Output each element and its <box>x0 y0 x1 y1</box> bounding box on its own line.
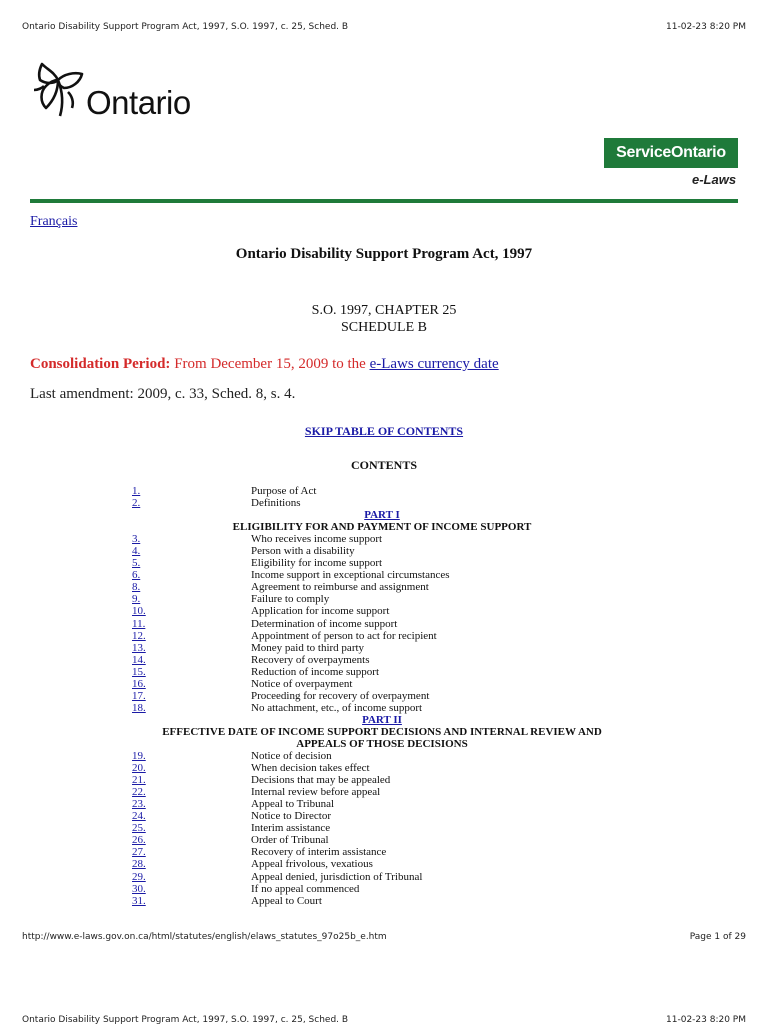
toc-row <box>132 774 632 786</box>
consolidation-label: Consolidation Period: <box>30 356 171 372</box>
toc-section-link[interactable]: 23. <box>132 798 146 811</box>
toc-section-title: Notice to Director <box>251 810 332 823</box>
currency-date-link[interactable]: e-Laws currency date <box>369 356 499 372</box>
toc-section-link[interactable]: 1. <box>132 485 141 497</box>
toc-section-link[interactable]: 19. <box>132 750 146 763</box>
toc-section-link[interactable]: 12. <box>132 629 146 642</box>
toc-row <box>132 678 632 690</box>
toc-row <box>132 533 632 545</box>
toc-section-link[interactable]: 31. <box>132 894 146 907</box>
ontario-logo[interactable] <box>28 60 213 130</box>
toc-row <box>132 750 632 762</box>
toc-section-title: Interim assistance <box>251 822 331 835</box>
toc-section-link[interactable]: 11. <box>132 617 146 630</box>
chapter-line: S.O. 1997, CHAPTER 25 <box>311 303 457 318</box>
toc-row <box>132 810 632 822</box>
toc-section-title: Appeal frivolous, vexatious <box>251 858 373 871</box>
francais-link[interactable]: Français <box>30 214 78 229</box>
toc-section-link[interactable]: 22. <box>132 786 146 799</box>
toc-section-title: Eligibility for income support <box>251 557 383 570</box>
toc-section-link[interactable]: 28. <box>132 858 146 871</box>
toc-section-link[interactable]: 4. <box>132 545 141 558</box>
toc-row <box>132 762 632 774</box>
toc-section-title: Proceeding for recovery of overpayment <box>251 689 430 702</box>
page-title: Ontario Disability Support Program Act, 1997 <box>235 246 533 262</box>
toc-section-link[interactable]: 14. <box>132 653 146 666</box>
toc-section-title: Decisions that may be appealed <box>251 774 391 787</box>
toc-section-link[interactable]: 21. <box>132 774 146 787</box>
toc-row <box>132 654 632 666</box>
print-header-datetime: 11-02-23 8:20 PM <box>666 22 746 32</box>
serviceontario-badge[interactable]: ServiceOntario <box>604 138 738 168</box>
toc-section-link[interactable]: 3. <box>132 533 141 546</box>
toc-section-link[interactable]: 2. <box>132 497 141 510</box>
toc-section-link[interactable]: 8. <box>132 581 141 594</box>
toc-section-title: Appeal to Court <box>251 894 322 907</box>
toc-row <box>132 557 632 569</box>
toc-section-title: Internal review before appeal <box>251 786 381 799</box>
green-divider <box>30 199 738 203</box>
toc-section-title: When decision takes effect <box>251 762 370 775</box>
toc-section-title: Income support in exceptional circumstances <box>251 569 450 582</box>
toc-section-title: Definitions <box>251 497 301 510</box>
toc-row <box>132 485 632 497</box>
toc-row <box>132 846 632 858</box>
toc-section-link[interactable]: 20. <box>132 762 146 775</box>
toc-section-title: Notice of decision <box>251 750 332 763</box>
toc-section-title: No attachment, etc., of income support <box>251 701 423 714</box>
toc-section-title: Recovery of overpayments <box>251 653 370 666</box>
skip-toc-link[interactable]: SKIP TABLE OF CONTENTS <box>304 424 464 438</box>
contents-heading: CONTENTS <box>350 458 418 472</box>
toc-section-title: Determination of income support <box>251 617 398 630</box>
toc-row <box>132 605 632 617</box>
toc-section-title: Application for income support <box>251 605 390 618</box>
skip-toc-link-wrap <box>0 424 768 439</box>
toc-section-title: If no appeal commenced <box>251 882 360 895</box>
trillium-icon <box>28 60 88 122</box>
toc-row <box>132 593 632 605</box>
toc-row <box>132 581 632 593</box>
chapter-block <box>0 302 768 336</box>
toc-row <box>132 569 632 581</box>
toc-section-link[interactable]: 15. <box>132 665 146 678</box>
part-ii-title-line1: EFFECTIVE DATE OF INCOME SUPPORT DECISIONS AND INTERNAL REVIEW AND <box>162 725 602 738</box>
toc-section-link[interactable]: 13. <box>132 641 146 654</box>
part-label-wrap <box>102 509 662 521</box>
print-footer-url: http://www.e-laws.gov.on.ca/html/statutes/english/elaws_statutes_97o25b_e.htm <box>22 932 387 942</box>
part-i-link[interactable]: PART I <box>364 509 400 522</box>
toc-row <box>132 642 632 654</box>
toc-row <box>132 834 632 846</box>
toc-row <box>132 618 632 630</box>
toc-section-link[interactable]: 5. <box>132 557 141 570</box>
toc-section-link[interactable]: 18. <box>132 701 146 714</box>
toc-section-title: Person with a disability <box>251 545 355 558</box>
print-header-bottom-title: Ontario Disability Support Program Act, 1997, S.O. 1997, c. 25, Sched. B <box>22 1015 349 1025</box>
toc-section-link[interactable]: 10. <box>132 605 146 618</box>
toc-section-link[interactable]: 25. <box>132 822 146 835</box>
toc-section-title: Purpose of Act <box>251 485 317 497</box>
toc-section-link[interactable]: 26. <box>132 834 146 847</box>
toc-row <box>132 822 632 834</box>
part-i-items <box>132 533 632 714</box>
toc-row <box>132 702 632 714</box>
last-amendment: Last amendment: 2009, c. 33, Sched. 8, s. 4. <box>30 386 296 402</box>
part-ii-link[interactable]: PART II <box>362 713 402 726</box>
toc-section-title: Order of Tribunal <box>251 834 329 847</box>
part-ii-title-line2: APPEALS OF THOSE DECISIONS <box>296 737 468 750</box>
toc-section-title: Agreement to reimburse and assignment <box>251 581 429 594</box>
toc-section-link[interactable]: 6. <box>132 569 141 582</box>
table-of-contents <box>132 485 632 907</box>
toc-row <box>132 690 632 702</box>
ontario-wordmark: Ontario <box>86 84 191 121</box>
toc-section-link[interactable]: 9. <box>132 593 141 606</box>
toc-section-title: Who receives income support <box>251 533 383 546</box>
toc-section-link[interactable]: 16. <box>132 677 146 690</box>
part-label-wrap <box>102 714 662 726</box>
part-i-title: ELIGIBILITY FOR AND PAYMENT OF INCOME SUPPORT <box>232 521 532 534</box>
toc-section-link[interactable]: 27. <box>132 846 146 859</box>
toc-section-link[interactable]: 30. <box>132 882 146 895</box>
toc-section-title: Recovery of interim assistance <box>251 846 387 859</box>
part-ii-items <box>132 750 632 907</box>
print-footer-page: Page 1 of 29 <box>689 932 746 942</box>
toc-section-title: Reduction of income support <box>251 665 380 678</box>
toc-row <box>132 630 632 642</box>
toc-section-link[interactable]: 17. <box>132 689 146 702</box>
toc-section-title: Appointment of person to act for recipient <box>251 629 437 642</box>
print-header-bottom-datetime: 11-02-23 8:20 PM <box>666 1015 746 1025</box>
toc-row <box>132 883 632 895</box>
consolidation-period <box>30 356 499 373</box>
consolidation-text: From December 15, 2009 to the <box>170 356 370 372</box>
toc-section-title: Notice of overpayment <box>251 677 353 690</box>
toc-row <box>132 666 632 678</box>
elaws-label: e-Laws <box>692 172 737 187</box>
toc-section-link[interactable]: 29. <box>132 870 146 883</box>
toc-section-title: Appeal denied, jurisdiction of Tribunal <box>251 870 423 883</box>
toc-row <box>132 895 632 907</box>
toc-row <box>132 858 632 870</box>
toc-row <box>132 786 632 798</box>
toc-section-title: Failure to comply <box>251 593 330 606</box>
toc-row <box>132 871 632 883</box>
toc-section-title: Appeal to Tribunal <box>251 798 335 811</box>
schedule-line: SCHEDULE B <box>341 320 427 335</box>
toc-row <box>132 798 632 810</box>
toc-row <box>132 545 632 557</box>
toc-section-title: Money paid to third party <box>251 641 365 654</box>
print-header-title: Ontario Disability Support Program Act, 1997, S.O. 1997, c. 25, Sched. B <box>22 22 349 32</box>
toc-row <box>132 497 632 509</box>
toc-section-link[interactable]: 24. <box>132 810 146 823</box>
